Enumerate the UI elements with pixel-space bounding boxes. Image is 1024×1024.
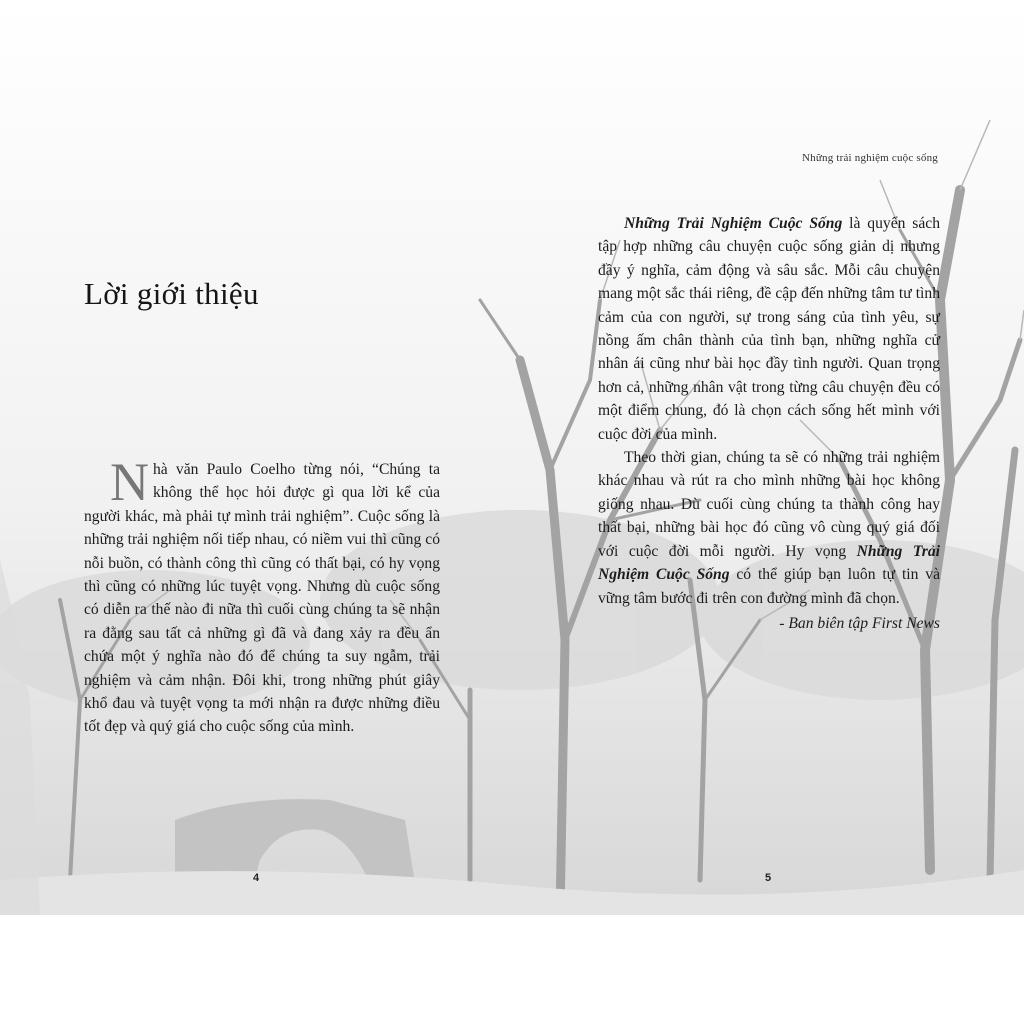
paragraph-2 — [598, 446, 940, 610]
dropcap-letter: N — [110, 452, 149, 512]
paragraph-1 — [598, 212, 940, 446]
paragraph-2-start: Theo thời gian, chúng ta sẽ có những trải nghiệm khác nhau và rút ra cho mình những bài học không giống nhau. Dù cuối cùng chúng ta thành công hay thất bại, những bài học đó cũng vô cùng quý giá đối với cuộc đời mỗi người. Hy vọng — [598, 449, 940, 560]
intro-paragraph — [84, 452, 440, 739]
book-title-ref: Những Trải Nghiệm Cuộc Sống — [624, 215, 843, 232]
intro-paragraph-text: hà văn Paulo Coelho từng nói, “Chúng ta không thể học hỏi được gì qua lời kể của người khác, mà phải tự mình trải nghiệm”. Cuộc sống là những trải nghiệm nối tiếp nhau, có niềm vui thì cũng có nỗi buồn, có thành công thì cũng có thất bại, có hy vọng thì cũng có những lúc tuyệt vọng. Nhưng dù cuộc sống có diễn ra thế nào đi nữa thì cuối cùng chúng ta sẽ nhận ra đằng sau tất cả những gì đã và đang xảy ra đều ẩn chứa một ý nghĩa nào đó để chúng ta suy ngẫm, trải nghiệm và cảm nhận. Đôi khi, trong những phút giây khổ đau và tuyệt vọng ta mới nhận ra được những điều tốt đẹp và quý giá cho cuộc sống của mình. — [84, 461, 440, 736]
signature: - Ban biên tập First News — [779, 614, 940, 632]
book-title-ref-2: Những Trải Nghiệm Cuộc Sống — [598, 542, 940, 584]
chapter-title: Lời giới thiệu — [84, 276, 259, 311]
paragraph-1-text: là quyển sách tập hợp những câu chuyện cuộc sống giản dị nhưng đầy ý nghĩa, cảm động và sâu sắc. Mỗi câu chuyện mang một sắc thái riêng, đề cập đến những tâm tư tình cảm của con người, sự trong sáng của tình yêu, sự nồng ấm chân thành của tình bạn, những nghĩa cử nhân ái cũng như bài học đầy tình người. Quan trọng hơn cả, những nhân vật trong từng câu chuyện đều có một điểm chung, đó là chọn cách sống hết mình với cuộc đời của mình. — [598, 215, 941, 443]
paragraph-2-end: có thể giúp bạn luôn tự tin và vững tâm bước đi trên con đường mình đã chọn. — [598, 566, 940, 607]
running-header: Những trải nghiệm cuộc sống — [801, 152, 938, 164]
left-page-text — [84, 452, 440, 739]
page-number-right: 5 — [765, 872, 772, 884]
right-page-text — [598, 212, 940, 635]
page-number-left: 4 — [253, 872, 260, 884]
